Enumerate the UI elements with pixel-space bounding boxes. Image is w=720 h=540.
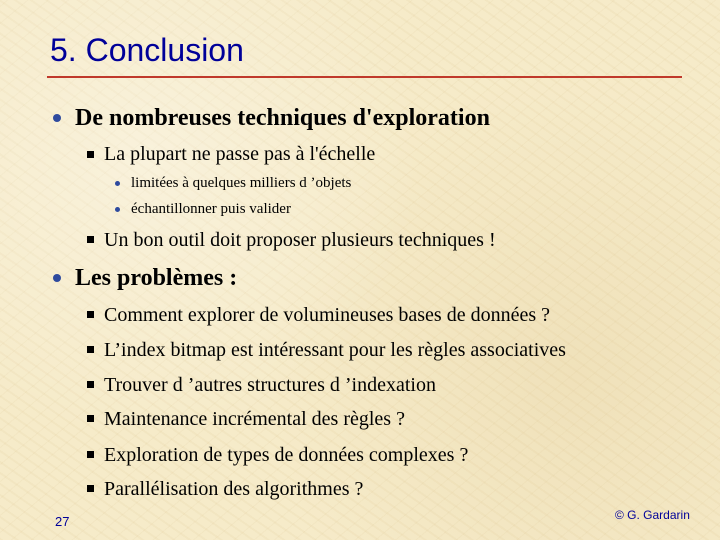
list-item: Comment explorer de volumineuses bases de données ? (104, 304, 550, 326)
level2-bullet-icon (87, 415, 94, 422)
list-item: Exploration de types de données complexes ? (104, 444, 469, 466)
sub-list-item: échantillonner puis valider (131, 201, 291, 217)
level2-bullet-icon (87, 236, 94, 243)
slide-title: 5. Conclusion (50, 32, 244, 68)
level3-bullet-icon (115, 207, 120, 212)
level2-bullet-icon (87, 311, 94, 318)
title-underline (47, 76, 682, 78)
level2-bullet-icon (87, 381, 94, 388)
copyright-notice: © G. Gardarin (615, 508, 690, 522)
level2-bullet-icon (87, 485, 94, 492)
level1-bullet-icon (53, 114, 61, 122)
level1-bullet-icon (53, 274, 61, 282)
list-item: Un bon outil doit proposer plusieurs techniques ! (104, 229, 496, 251)
level2-bullet-icon (87, 451, 94, 458)
sub-list-item: limitées à quelques milliers d ’objets (131, 175, 352, 191)
level3-bullet-icon (115, 181, 120, 186)
section-heading-problemes: Les problèmes : (75, 265, 238, 291)
list-item: La plupart ne passe pas à l'échelle (104, 143, 376, 165)
list-item: L’index bitmap est intéressant pour les règles associatives (104, 339, 566, 361)
page-number: 27 (55, 514, 70, 529)
level2-bullet-icon (87, 346, 94, 353)
list-item: Parallélisation des algorithmes ? (104, 478, 364, 500)
section-heading-techniques: De nombreuses techniques d'exploration (75, 105, 490, 131)
list-item: Maintenance incrémental des règles ? (104, 408, 405, 430)
level2-bullet-icon (87, 151, 94, 158)
list-item: Trouver d ’autres structures d ’indexation (104, 374, 436, 396)
